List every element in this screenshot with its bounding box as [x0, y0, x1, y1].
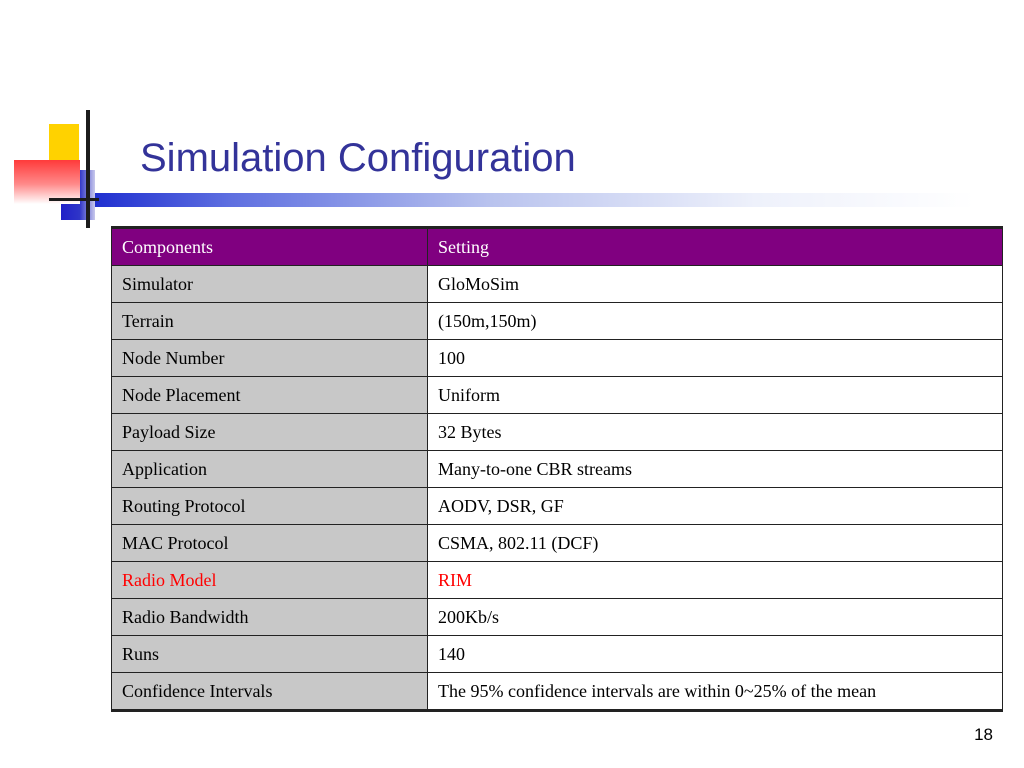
component-cell: Routing Protocol	[112, 488, 428, 525]
component-cell: Terrain	[112, 303, 428, 340]
table-row	[112, 451, 1003, 488]
configuration-table	[111, 226, 1003, 712]
component-cell: Simulator	[112, 266, 428, 303]
decorative-yellow-square	[49, 124, 79, 162]
setting-cell: AODV, DSR, GF	[428, 488, 1003, 525]
component-cell-highlighted: Radio Model	[112, 562, 428, 599]
table-row	[112, 414, 1003, 451]
setting-cell: The 95% confidence intervals are within 0~25% of the mean	[428, 673, 1003, 711]
setting-cell: (150m,150m)	[428, 303, 1003, 340]
title-underline-bar	[95, 193, 975, 207]
decorative-horizontal-line	[49, 198, 99, 201]
slide-title: Simulation Configuration	[140, 136, 576, 180]
setting-cell: GloMoSim	[428, 266, 1003, 303]
table-row	[112, 636, 1003, 673]
component-cell: MAC Protocol	[112, 525, 428, 562]
column-header-setting: Setting	[428, 228, 1003, 266]
table-row	[112, 673, 1003, 711]
table-row	[112, 599, 1003, 636]
table-row	[112, 525, 1003, 562]
decorative-vertical-line	[86, 110, 90, 228]
component-cell: Node Number	[112, 340, 428, 377]
setting-cell: 200Kb/s	[428, 599, 1003, 636]
table-row	[112, 340, 1003, 377]
setting-cell-highlighted: RIM	[428, 562, 1003, 599]
setting-cell: 32 Bytes	[428, 414, 1003, 451]
component-cell: Payload Size	[112, 414, 428, 451]
table-row	[112, 488, 1003, 525]
page-number: 18	[974, 725, 993, 744]
component-cell: Node Placement	[112, 377, 428, 414]
setting-cell: Many-to-one CBR streams	[428, 451, 1003, 488]
table-row	[112, 303, 1003, 340]
component-cell: Radio Bandwidth	[112, 599, 428, 636]
component-cell: Confidence Intervals	[112, 673, 428, 711]
table-row	[112, 377, 1003, 414]
component-cell: Runs	[112, 636, 428, 673]
setting-cell: 100	[428, 340, 1003, 377]
column-header-components: Components	[112, 228, 428, 266]
table-header-row	[112, 228, 1003, 266]
setting-cell: 140	[428, 636, 1003, 673]
table-row-highlighted	[112, 562, 1003, 599]
table-row	[112, 266, 1003, 303]
setting-cell: CSMA, 802.11 (DCF)	[428, 525, 1003, 562]
component-cell: Application	[112, 451, 428, 488]
setting-cell: Uniform	[428, 377, 1003, 414]
